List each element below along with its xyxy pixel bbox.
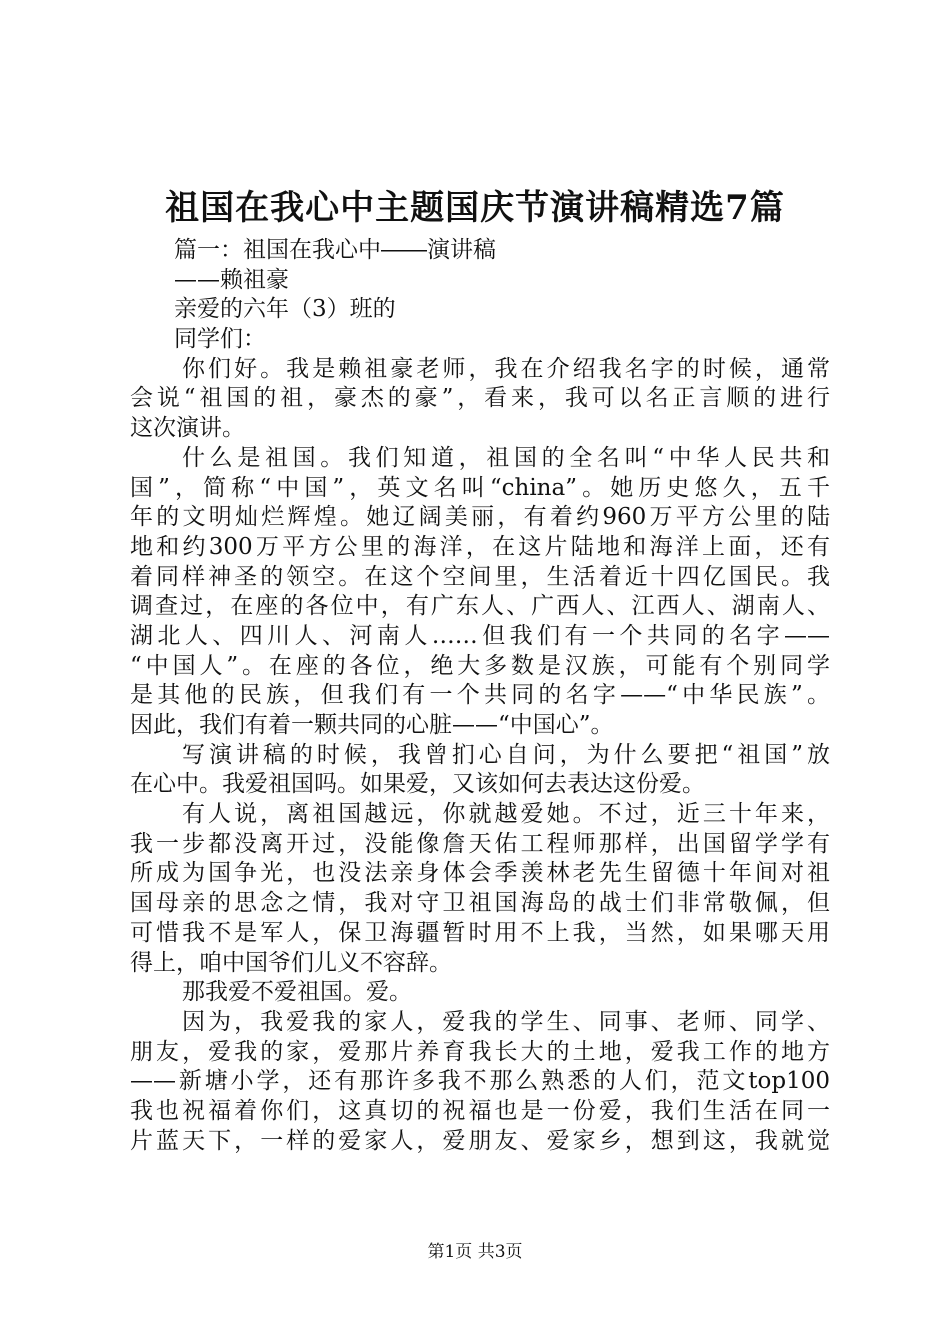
text-line: 因此，我们有着一颗共同的心脏——“中国心”。 [130,712,614,738]
text-line: 可惜我不是军人，保卫海疆暂时用不上我，当然，如果哪天用 [130,919,830,946]
text-line: 着同样神圣的领空。在这个空间里，生活着近十四亿国民。我 [130,563,830,590]
text-line: 亲爱的六年（3）班的 [174,296,396,323]
text-line: 片蓝天下，一样的爱家人，爱朋友、爱家乡，想到这，我就觉 [130,1127,830,1154]
text-line: 这次演讲。 [130,415,245,442]
text-line: ——赖祖豪 [174,266,289,293]
text-line: 写演讲稿的时候，我曾扪心自问，为什么要把“祖国”放 [182,741,830,768]
text-line: 年的文明灿烂辉煌。她辽阔美丽，有着约960万平方公里的陆 [130,504,830,531]
text-line: “中国人”。在座的各位，绝大多数是汉族，可能有个别同学 [130,652,830,679]
text-line: 同学们： [174,326,266,353]
text-line: 在心中。我爱祖国吗。如果爱，又该如何去表达这份爱。 [130,771,705,798]
text-line: 所成为国争光，也没法亲身体会季羡林老先生留德十年间对祖 [130,860,830,887]
text-line: 会说“祖国的祖，豪杰的豪”，看来，我可以名正言顺的进行 [130,385,830,412]
text-line: 调查过，在座的各位中，有广东人、广西人、江西人、湖南人、 [130,593,830,620]
text-line: 是其他的民族，但我们有一个共同的名字——“中华民族”。 [130,682,830,709]
text-line: ——新塘小学，还有那许多我不那么熟悉的人们，范文top100 [130,1068,830,1095]
text-line: 湖北人、四川人、河南人……但我们有一个共同的名字—— [130,622,830,649]
text-line: 你们好。我是赖祖豪老师，我在介绍我名字的时候，通常 [182,355,830,382]
text-line: 得上，咱中国爷们儿义不容辞。 [130,949,452,976]
text-line: 国”，简称“中国”，英文名叫“china”。她历史悠久，五千 [130,474,830,501]
text-line: 有人说，离祖国越远，你就越爱她。不过，近三十年来， [182,801,830,828]
text-line: 我也祝福着你们，这真切的祝福也是一份爱，我们生活在同一 [130,1097,830,1124]
text-line: 因为，我爱我的家人，爱我的学生、同事、老师、同学、 [182,1008,830,1035]
text-line: 国母亲的思念之情，我对守卫祖国海岛的战士们非常敬佩，但 [130,890,830,917]
text-line: 我一步都没离开过，没能像詹天佑工程师那样，出国留学学有 [130,830,830,857]
document-title: 祖国在我心中主题国庆节演讲稿精选7篇 [165,188,785,228]
page-number: 第1页 共3页 [427,1242,523,1262]
text-line: 那我爱不爱祖国。爱。 [182,979,412,1006]
text-line: 什么是祖国。我们知道，祖国的全名叫“中华人民共和 [182,444,830,471]
document-body [130,236,830,1156]
text-line: 朋友，爱我的家，爱那片养育我长大的土地，爱我工作的地方 [130,1038,830,1065]
text-line: 地和约300万平方公里的海洋，在这片陆地和海洋上面，还有 [130,533,830,560]
text-line: 篇一：祖国在我心中――演讲稿 [174,237,496,263]
